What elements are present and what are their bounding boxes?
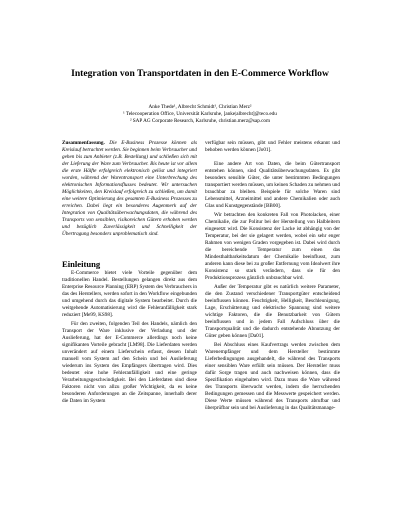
paper-title: Integration von Transportdaten in den E-Commerce Workflow [71, 68, 329, 79]
section-heading: Einleitung [62, 259, 101, 269]
right-column-body [205, 161, 340, 414]
intro-body [62, 270, 197, 407]
affiliation-1: ¹ Telecooperation Office, Universität Karlsruhe, [anke|albrecht]@teco.edu [123, 111, 277, 117]
paragraph: verfügbar sein müssen, gibt und Fehler meistens erkannt und behoben werden können [Jo01]. [205, 140, 340, 153]
abstract-label: Zusammenfassung. [62, 140, 105, 146]
paragraph: Eine andere Art von Daten, die beim Gütertransport entstehen können, sind Qualitätsüberwachungsdaten. Es gibt besonders sensible Güter, die unter bestimmten Bedingungen transportiert werden müssen, um keinen Schaden zu nehmen und brauchbar zu bleiben. Beispiele für solche Waren sind Lebensmittel, Arzneimittel und andere Chemikalien oder auch Glas und Kunstgegenstände [BB00]. [205, 161, 340, 209]
abstract-text: Die E-Business Prozesse können als Kreislauf betrachtet werden. Sie beginnen beim Verbraucher und gehen bis zum Anbieter (z.B. Bestellung) und schließen sich mit der Lieferung der Ware zum Verbraucher. Bis heute ist vor allem die erste Hälfte erfolgreich elektronisch gelöst und integriert worden, während der Warentransport eine Unterbrechung des elektronischen Informationsflusses bedeutet. Wir untersuchen Möglichkeiten, den Kreislauf erfolgreich zu schließen, um damit eine weitere Optimierung des gesamten E-Business Prozesses zu erreichen. Dabei liegt ein besonderes Augenmerk auf der Integration von Qualitätsüberwachungsdaten, die während des Transports von sensiblen, risikoreichen Gütern erhoben werden und bezüglich Zuverlässigkeit und Schnelligkeit der Übertragung besonders unproblematisch sind. [62, 140, 198, 237]
paragraph: Bei Abschluss eines Kaufvertrags werden zwischen dem Warenempfänger und dem Hersteller bestimmte Lieferbedingungen ausgehandelt, die während des Transports einer sensiblen Ware erfüllt sein müssen. Der Hersteller muss dafür Sorge tragen und auch nachweisen können, dass die Spezifikation eingehalten wird. Dazu muss die Ware während des Transports überwacht werden, indem die herrschenden Bedingungen gemessen und die Messwerte gespeichert werden. Diese Werte müssen während des Transports abrufbar und überprüfbar sein und bei Auslieferung in das Qualitätsmanage- [205, 342, 340, 411]
abstract [62, 140, 197, 238]
affiliation-2: ² SAP AG Corporate Research, Karlsruhe, christian.merz@sap.com [129, 118, 271, 124]
author-block [40, 104, 360, 125]
paragraph: Wir betrachten den konkreten Fall von Photolacken, einer Chemikalie, die zur Politur bei der Herstellung von Halbleitern eingesetzt wird. Die Konsistenz der Lacke ist abhängig von der Temperatur, bei der sie gelagert werden, wobei ein sehr enger Rahmen von wenigen Graden vorgegeben ist. Dabei wird durch die bereichende Temperatur zum einen das Mindesthaltbarkeitsdatum der Chemikalie beeinflusst, zum anderen kann diese bei zu großer Entfernung vom Idealwert ihre Konsistenz so stark verändern, dass sie für den Produktionsprozess gänzlich unbrauchbar wird. [205, 212, 340, 281]
paragraph: E-Commerce bietet viele Vorteile gegenüber dem traditionellen Handel. Bestellungen gelangen direkt aus dem Enterprise Resource Planning (ERP) System des Verbrauchers in das des Herstellers, werden sofort in den Workflow eingebunden und umgehend durch das digitale System bearbeitet. Durch die weitgehende Automatisierung wird die Fehleranfälligkeit stark reduziert [Me99, KS98]. [62, 270, 197, 318]
authors-line: Anke Thede¹, Albrecht Schmidt¹, Christian Merz² [148, 104, 252, 110]
paragraph: Außer der Temperatur gibt es natürlich weitere Parameter, die den Zustand verschiedener Transportgüter entscheidend beeinflussen können. Feuchtigkeit, Helligkeit, Beschleunigung, Lage, Erschütterung und elektrische Spannung sind weitere wichtige Faktoren, die die Benutzbarkeit von Gütern beeinflussen und in jedem Fall Aufschluss über die Transportqualität und die dadurch entstehende Abnutzung der Güter geben können [Da01]. [205, 284, 340, 339]
right-column-top [205, 140, 340, 156]
paragraph: Für den zweiten, folgenden Teil des Handels, nämlich den Transport der Ware inklusive der Verladung und der Auslieferung, hat der E-Commerce allerdings noch keine signifikanten Vorteile gebracht [LM98]. Die Lieferdaten werden unverändert auf einem Lieferschein erfasst, dessen Inhalt manuell vom System auf den Schein und bei Auslieferung wiederum ins System des Empfängers übertragen wird. Dies bedeutet eine hohe Fehleranfälligkeit und eine geringe Verarbeitungsgeschwindigkeit. Bei den Lieferdaten sind diese Faktoren nicht von allzu großer Wichtigkeit, da es keine besonderen Anforderungen an die Zeitspanne, innerhalb derer die Daten im System [62, 321, 197, 404]
